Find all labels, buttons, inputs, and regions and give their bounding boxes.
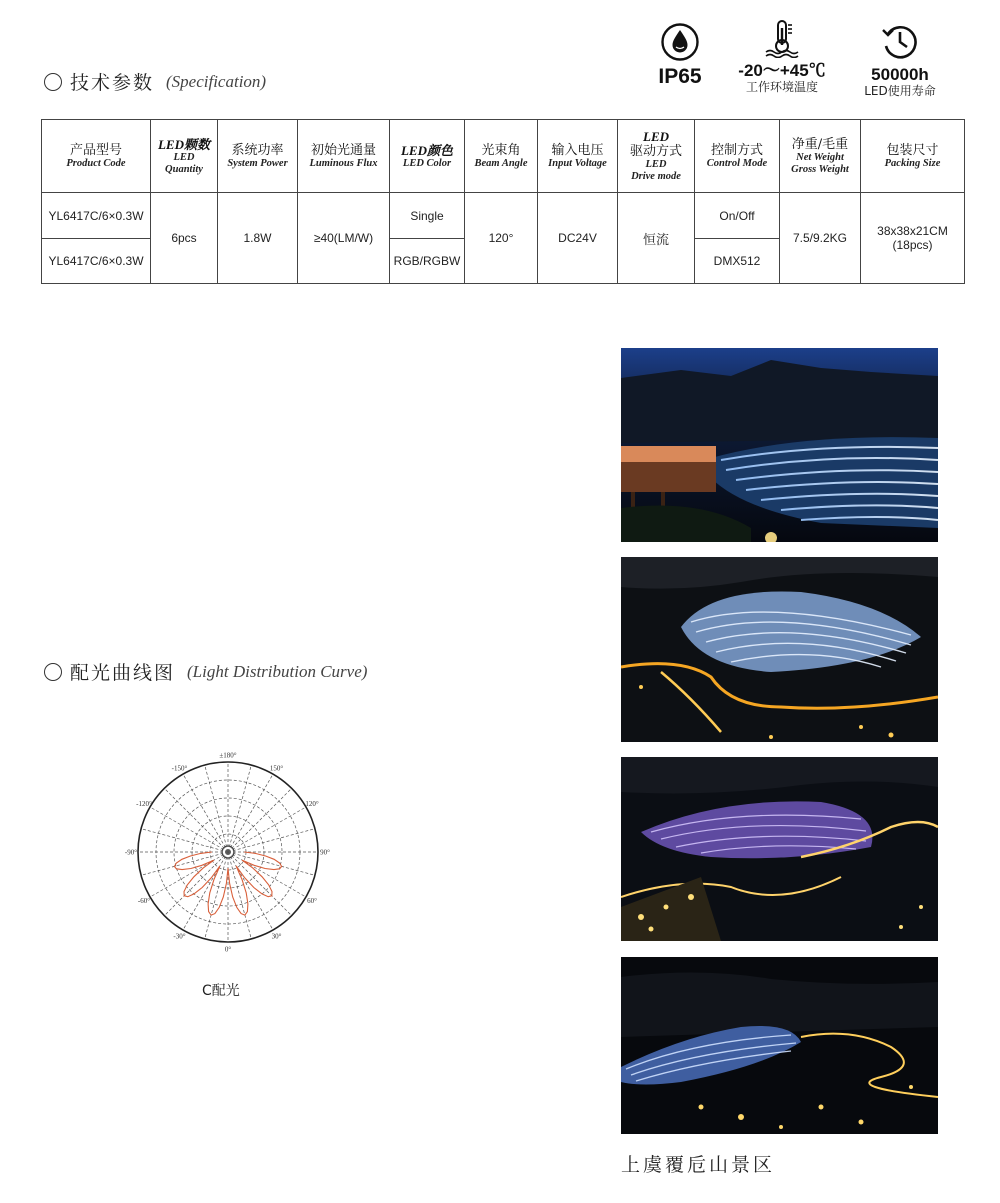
polar-spoke	[164, 852, 228, 916]
cell-weight: 7.5/9.2KG	[780, 193, 861, 284]
table-row	[42, 193, 965, 238]
polar-grid	[138, 762, 318, 942]
light-distribution-polar-chart	[112, 740, 344, 962]
spec-section-title: 技术参数 (Specification)	[44, 68, 266, 95]
polar-angle-label: -90°	[124, 848, 138, 857]
scene-photo-1	[621, 348, 938, 542]
packing-count: (18pcs)	[892, 238, 933, 253]
cell-led-color: RGB/RGBW	[390, 238, 465, 283]
polar-spoke	[183, 774, 228, 852]
header-input-voltage: 输入电压 Input Voltage	[538, 120, 618, 193]
cell-beam-angle: 120°	[465, 193, 538, 284]
polar-spoke	[228, 774, 273, 852]
polar-spoke	[228, 765, 251, 852]
cell-quantity: 6pcs	[151, 193, 218, 284]
header-packing-size: 包装尺寸 Packing Size	[861, 120, 965, 193]
cell-control-mode: DMX512	[695, 238, 780, 283]
header-product-code: 产品型号 Product Code	[42, 120, 151, 193]
cell-led-color: Single	[390, 193, 465, 238]
header-luminous-flux: 初始光通量 Luminous Flux	[298, 120, 390, 193]
header-weight: 净重/毛重 Net Weight Gross Weight	[780, 120, 861, 193]
polar-spoke	[150, 807, 228, 852]
polar-angle-label: 90°	[320, 848, 330, 857]
header-control-mode: 控制方式 Control Mode	[695, 120, 780, 193]
polar-spoke	[228, 807, 306, 852]
polar-angle-label: 120°	[305, 800, 319, 808]
polar-spoke	[228, 829, 315, 852]
polar-spoke	[228, 852, 315, 875]
polar-angle-label: 0°	[224, 945, 232, 954]
temperature-badge: -20～+45℃ 工作环境温度	[727, 18, 837, 95]
header-led-quantity: LED颗数 LED Quantity	[151, 120, 218, 193]
curve-section-title: 配光曲线图 (Light Distribution Curve)	[44, 658, 367, 685]
polar-spoke	[141, 852, 228, 875]
scene-photo-4	[621, 957, 938, 1134]
header-led-color: LED颜色 LED Color	[390, 120, 465, 193]
specification-table	[41, 119, 965, 284]
bullet-circle-icon	[44, 663, 62, 681]
cell-product-code: YL6417C/6×0.3W	[42, 238, 151, 283]
header-beam-angle: 光束角 Beam Angle	[465, 120, 538, 193]
packing-dimensions: 38x38x21CM	[877, 224, 948, 239]
header-system-power: 系统功率 System Power	[218, 120, 298, 193]
ip65-badge: IP65	[625, 22, 735, 86]
polar-angle-label: 60°	[307, 897, 317, 905]
polar-angle-label: -120°	[136, 800, 152, 808]
clock-history-icon	[880, 22, 920, 62]
polar-spoke	[164, 788, 228, 852]
header-drive-mode: LED 驱动方式 LED Drive mode	[618, 120, 695, 193]
photos-caption: 上虞覆卮山景区	[621, 1154, 776, 1176]
polar-spoke	[205, 852, 228, 939]
cell-flux: ≥40(LM/W)	[298, 193, 390, 284]
polar-angle-label: -30°	[173, 932, 186, 941]
bullet-circle-icon	[44, 73, 62, 91]
polar-spoke	[228, 788, 292, 852]
cell-power: 1.8W	[218, 193, 298, 284]
polar-spoke	[228, 852, 292, 916]
polar-angle-label: 30°	[271, 932, 282, 941]
lifetime-badge: 50000h LED使用寿命	[845, 22, 955, 99]
polar-angle-label: -60°	[137, 897, 151, 905]
polar-spoke	[228, 852, 251, 939]
cell-voltage: DC24V	[538, 193, 618, 284]
polar-spoke	[205, 765, 228, 852]
table-header-row	[42, 120, 965, 193]
polar-angle-label: -150°	[171, 764, 188, 773]
c-distribution-label: C配光	[202, 983, 240, 999]
cell-drive-mode: 恒流	[618, 193, 695, 284]
polar-angle-label: ±180°	[219, 751, 237, 760]
water-drop-icon	[660, 22, 700, 62]
cell-packing-size	[861, 193, 965, 284]
scene-photo-3	[621, 757, 938, 941]
polar-angle-label: 150°	[269, 764, 284, 773]
polar-spoke	[141, 829, 228, 852]
thermometer-icon	[760, 18, 804, 58]
cell-control-mode: On/Off	[695, 193, 780, 238]
scene-photo-2	[621, 557, 938, 742]
cell-product-code: YL6417C/6×0.3W	[42, 193, 151, 238]
